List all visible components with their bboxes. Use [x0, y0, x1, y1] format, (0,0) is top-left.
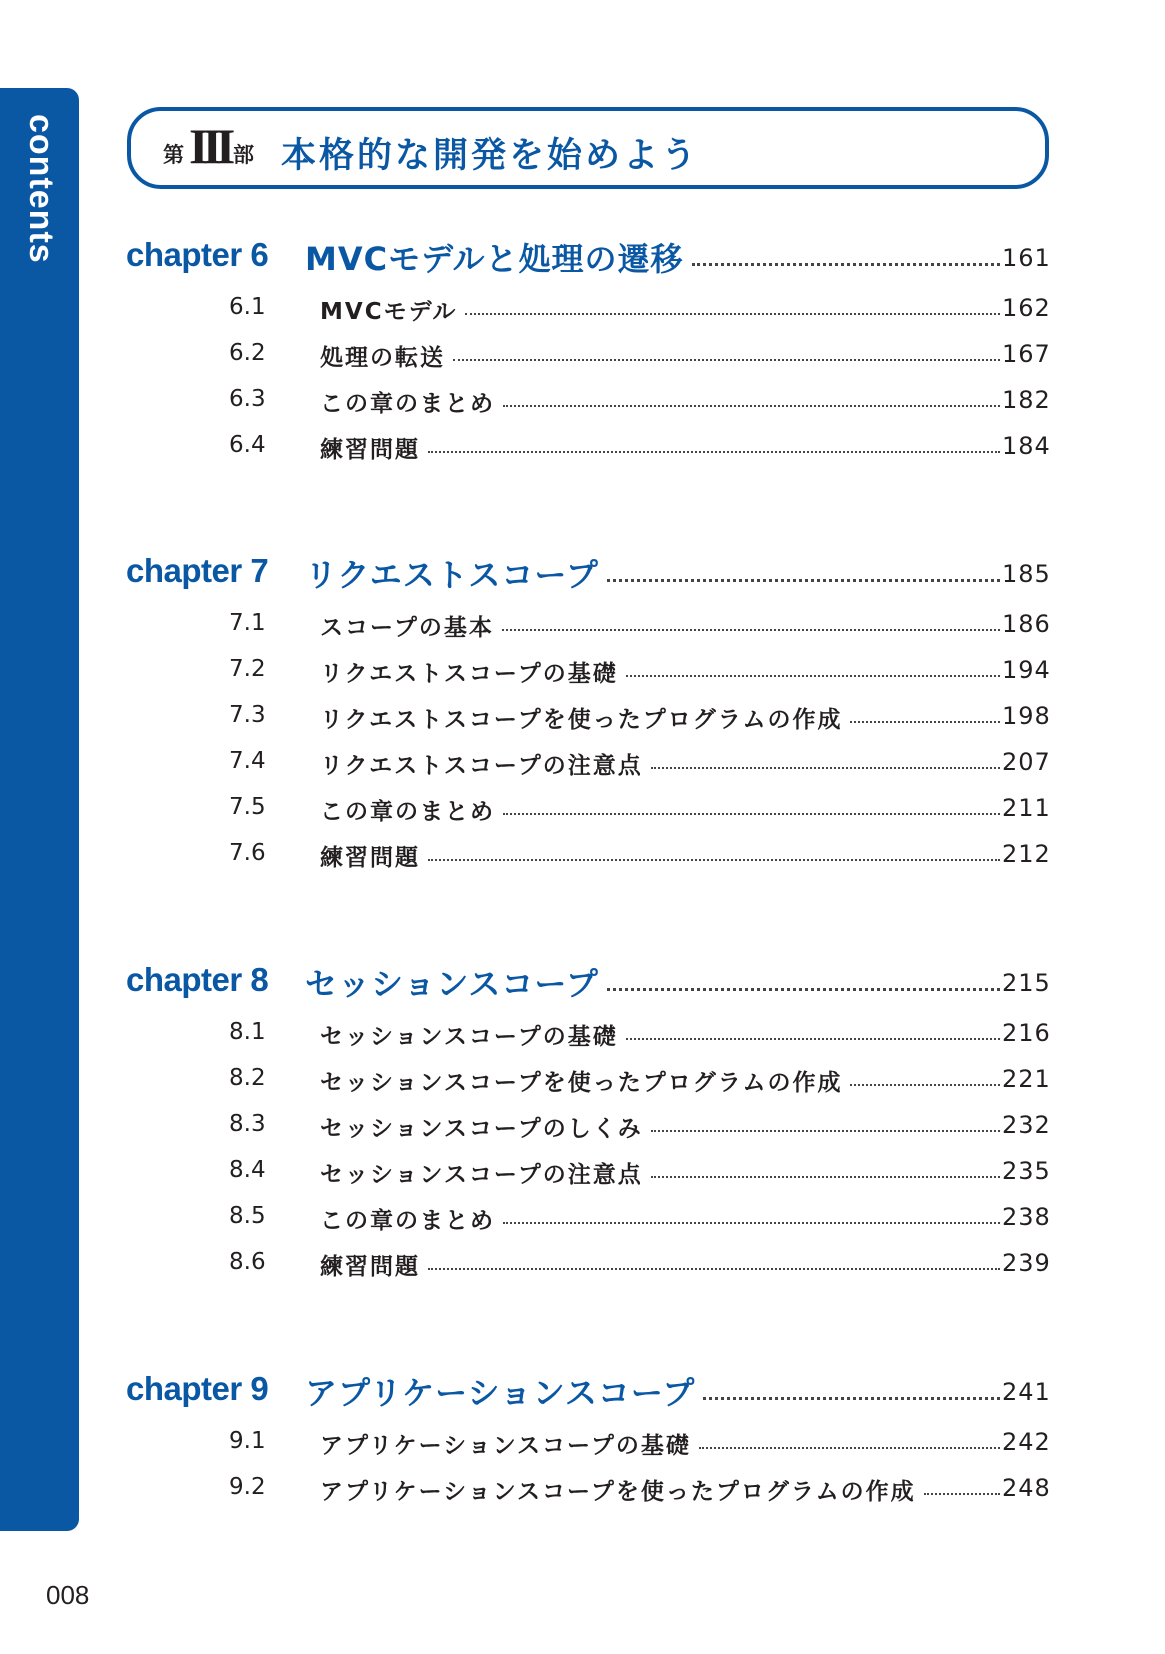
chapter-label: chapter 8 — [126, 961, 269, 998]
leader-dots — [850, 1084, 1000, 1086]
leader-dots — [428, 859, 1000, 861]
section-page: 198 — [1002, 702, 1051, 730]
leader-dots — [503, 813, 1000, 815]
section-title: 練習問題 — [320, 436, 420, 463]
section-row[interactable] — [0, 786, 1165, 832]
section-number: 9.2 — [229, 1474, 266, 1500]
section-row[interactable] — [0, 1420, 1165, 1466]
section-page: 232 — [1002, 1111, 1051, 1139]
chapter-6-block — [0, 232, 1165, 470]
section-page: 184 — [1002, 432, 1051, 460]
section-row[interactable] — [0, 1149, 1165, 1195]
section-number: 7.5 — [229, 794, 266, 820]
section-page: 194 — [1002, 656, 1051, 684]
chapter-title: リクエストスコープ — [305, 556, 599, 594]
section-row[interactable] — [0, 740, 1165, 786]
section-row[interactable] — [0, 1057, 1165, 1103]
chapter-7-block — [0, 548, 1165, 878]
section-row[interactable] — [0, 378, 1165, 424]
chapter-title: MVCモデルと処理の遷移 — [305, 240, 684, 278]
section-number: 6.3 — [229, 386, 266, 412]
leader-dots — [465, 313, 1000, 315]
section-number: 8.1 — [229, 1019, 266, 1045]
section-page: 207 — [1002, 748, 1051, 776]
leader-dots — [626, 1038, 1000, 1040]
leader-dots — [428, 1268, 1000, 1270]
section-title: この章のまとめ — [320, 390, 495, 417]
chapter-label: chapter 9 — [126, 1370, 269, 1407]
leader-dots — [428, 451, 1000, 453]
part-suffix: 部 — [233, 143, 254, 167]
leader-dots — [924, 1493, 1000, 1495]
section-title: アプリケーションスコープを使ったプログラムの作成 — [320, 1478, 916, 1505]
section-number: 6.4 — [229, 432, 266, 458]
section-number: 8.6 — [229, 1249, 266, 1275]
chapter-page: 241 — [1002, 1378, 1051, 1406]
section-title: セッションスコープの注意点 — [320, 1161, 643, 1188]
leader-dots — [503, 405, 1000, 407]
section-number: 8.2 — [229, 1065, 266, 1091]
leader-dots — [699, 1447, 1000, 1449]
part-title: 本格的な開発を始めよう — [281, 136, 700, 176]
section-number: 7.3 — [229, 702, 266, 728]
leader-dots — [607, 579, 1000, 582]
section-number: 6.2 — [229, 340, 266, 366]
section-number: 7.1 — [229, 610, 266, 636]
leader-dots — [502, 629, 1000, 631]
section-row[interactable] — [0, 602, 1165, 648]
section-page: 242 — [1002, 1428, 1051, 1456]
section-title: リクエストスコープの注意点 — [320, 752, 643, 779]
section-page: 186 — [1002, 610, 1051, 638]
section-page: 162 — [1002, 294, 1051, 322]
chapter-title: セッションスコープ — [305, 965, 599, 1003]
section-row[interactable] — [0, 1103, 1165, 1149]
leader-dots — [503, 1222, 1000, 1224]
section-row[interactable] — [0, 1241, 1165, 1287]
section-page: 167 — [1002, 340, 1051, 368]
section-title: リクエストスコープを使ったプログラムの作成 — [320, 706, 843, 733]
section-number: 7.6 — [229, 840, 266, 866]
section-row[interactable] — [0, 1195, 1165, 1241]
section-number: 7.4 — [229, 748, 266, 774]
section-page: 238 — [1002, 1203, 1051, 1231]
leader-dots — [692, 263, 1001, 266]
section-page: 239 — [1002, 1249, 1051, 1277]
section-page: 221 — [1002, 1065, 1051, 1093]
section-title: リクエストスコープの基礎 — [320, 660, 618, 687]
section-number: 8.4 — [229, 1157, 266, 1183]
section-title: 練習問題 — [320, 844, 420, 871]
section-title: アプリケーションスコープの基礎 — [320, 1432, 691, 1459]
section-number: 6.1 — [229, 294, 266, 320]
section-page: 216 — [1002, 1019, 1051, 1047]
section-title: この章のまとめ — [320, 1207, 495, 1234]
chapter-page: 215 — [1002, 969, 1051, 997]
section-row[interactable] — [0, 286, 1165, 332]
section-row[interactable] — [0, 832, 1165, 878]
section-page: 212 — [1002, 840, 1051, 868]
leader-dots — [626, 675, 1000, 677]
chapter-label: chapter 6 — [126, 236, 269, 273]
leader-dots — [703, 1397, 1000, 1400]
leader-dots — [651, 1130, 1000, 1132]
section-title: 練習問題 — [320, 1253, 420, 1280]
section-title: 処理の転送 — [320, 344, 445, 371]
page-number: 008 — [46, 1580, 90, 1610]
leader-dots — [453, 359, 1000, 361]
section-page: 211 — [1002, 794, 1051, 822]
section-title: セッションスコープの基礎 — [320, 1023, 618, 1050]
chapter-row[interactable] — [0, 1366, 1165, 1420]
chapter-row[interactable] — [0, 548, 1165, 602]
section-row[interactable] — [0, 1466, 1165, 1512]
section-number: 9.1 — [229, 1428, 266, 1454]
section-row[interactable] — [0, 694, 1165, 740]
section-row[interactable] — [0, 332, 1165, 378]
chapter-page: 161 — [1002, 244, 1051, 272]
section-page: 235 — [1002, 1157, 1051, 1185]
part-numeral: III — [189, 118, 230, 174]
section-number: 8.3 — [229, 1111, 266, 1137]
leader-dots — [850, 721, 1000, 723]
chapter-row[interactable] — [0, 957, 1165, 1011]
section-title: スコープの基本 — [320, 614, 494, 641]
part-header — [127, 107, 1049, 189]
leader-dots — [607, 988, 1000, 991]
section-row[interactable] — [0, 648, 1165, 694]
section-page: 248 — [1002, 1474, 1051, 1502]
chapter-title: アプリケーションスコープ — [305, 1374, 696, 1412]
chapter-page: 185 — [1002, 560, 1051, 588]
chapter-9-block — [0, 1366, 1165, 1512]
leader-dots — [651, 1176, 1000, 1178]
section-row[interactable] — [0, 1011, 1165, 1057]
section-number: 8.5 — [229, 1203, 266, 1229]
side-tab-label: contents — [22, 114, 60, 264]
section-page: 182 — [1002, 386, 1051, 414]
chapter-8-block — [0, 957, 1165, 1287]
section-title: セッションスコープを使ったプログラムの作成 — [320, 1069, 843, 1096]
leader-dots — [651, 767, 1000, 769]
section-title: セッションスコープのしくみ — [320, 1115, 643, 1142]
section-number: 7.2 — [229, 656, 266, 682]
chapter-row[interactable] — [0, 232, 1165, 286]
section-row[interactable] — [0, 424, 1165, 470]
section-title: この章のまとめ — [320, 798, 495, 825]
chapter-label: chapter 7 — [126, 552, 269, 589]
section-title: MVCモデル — [320, 298, 458, 325]
part-prefix: 第 — [163, 143, 184, 167]
